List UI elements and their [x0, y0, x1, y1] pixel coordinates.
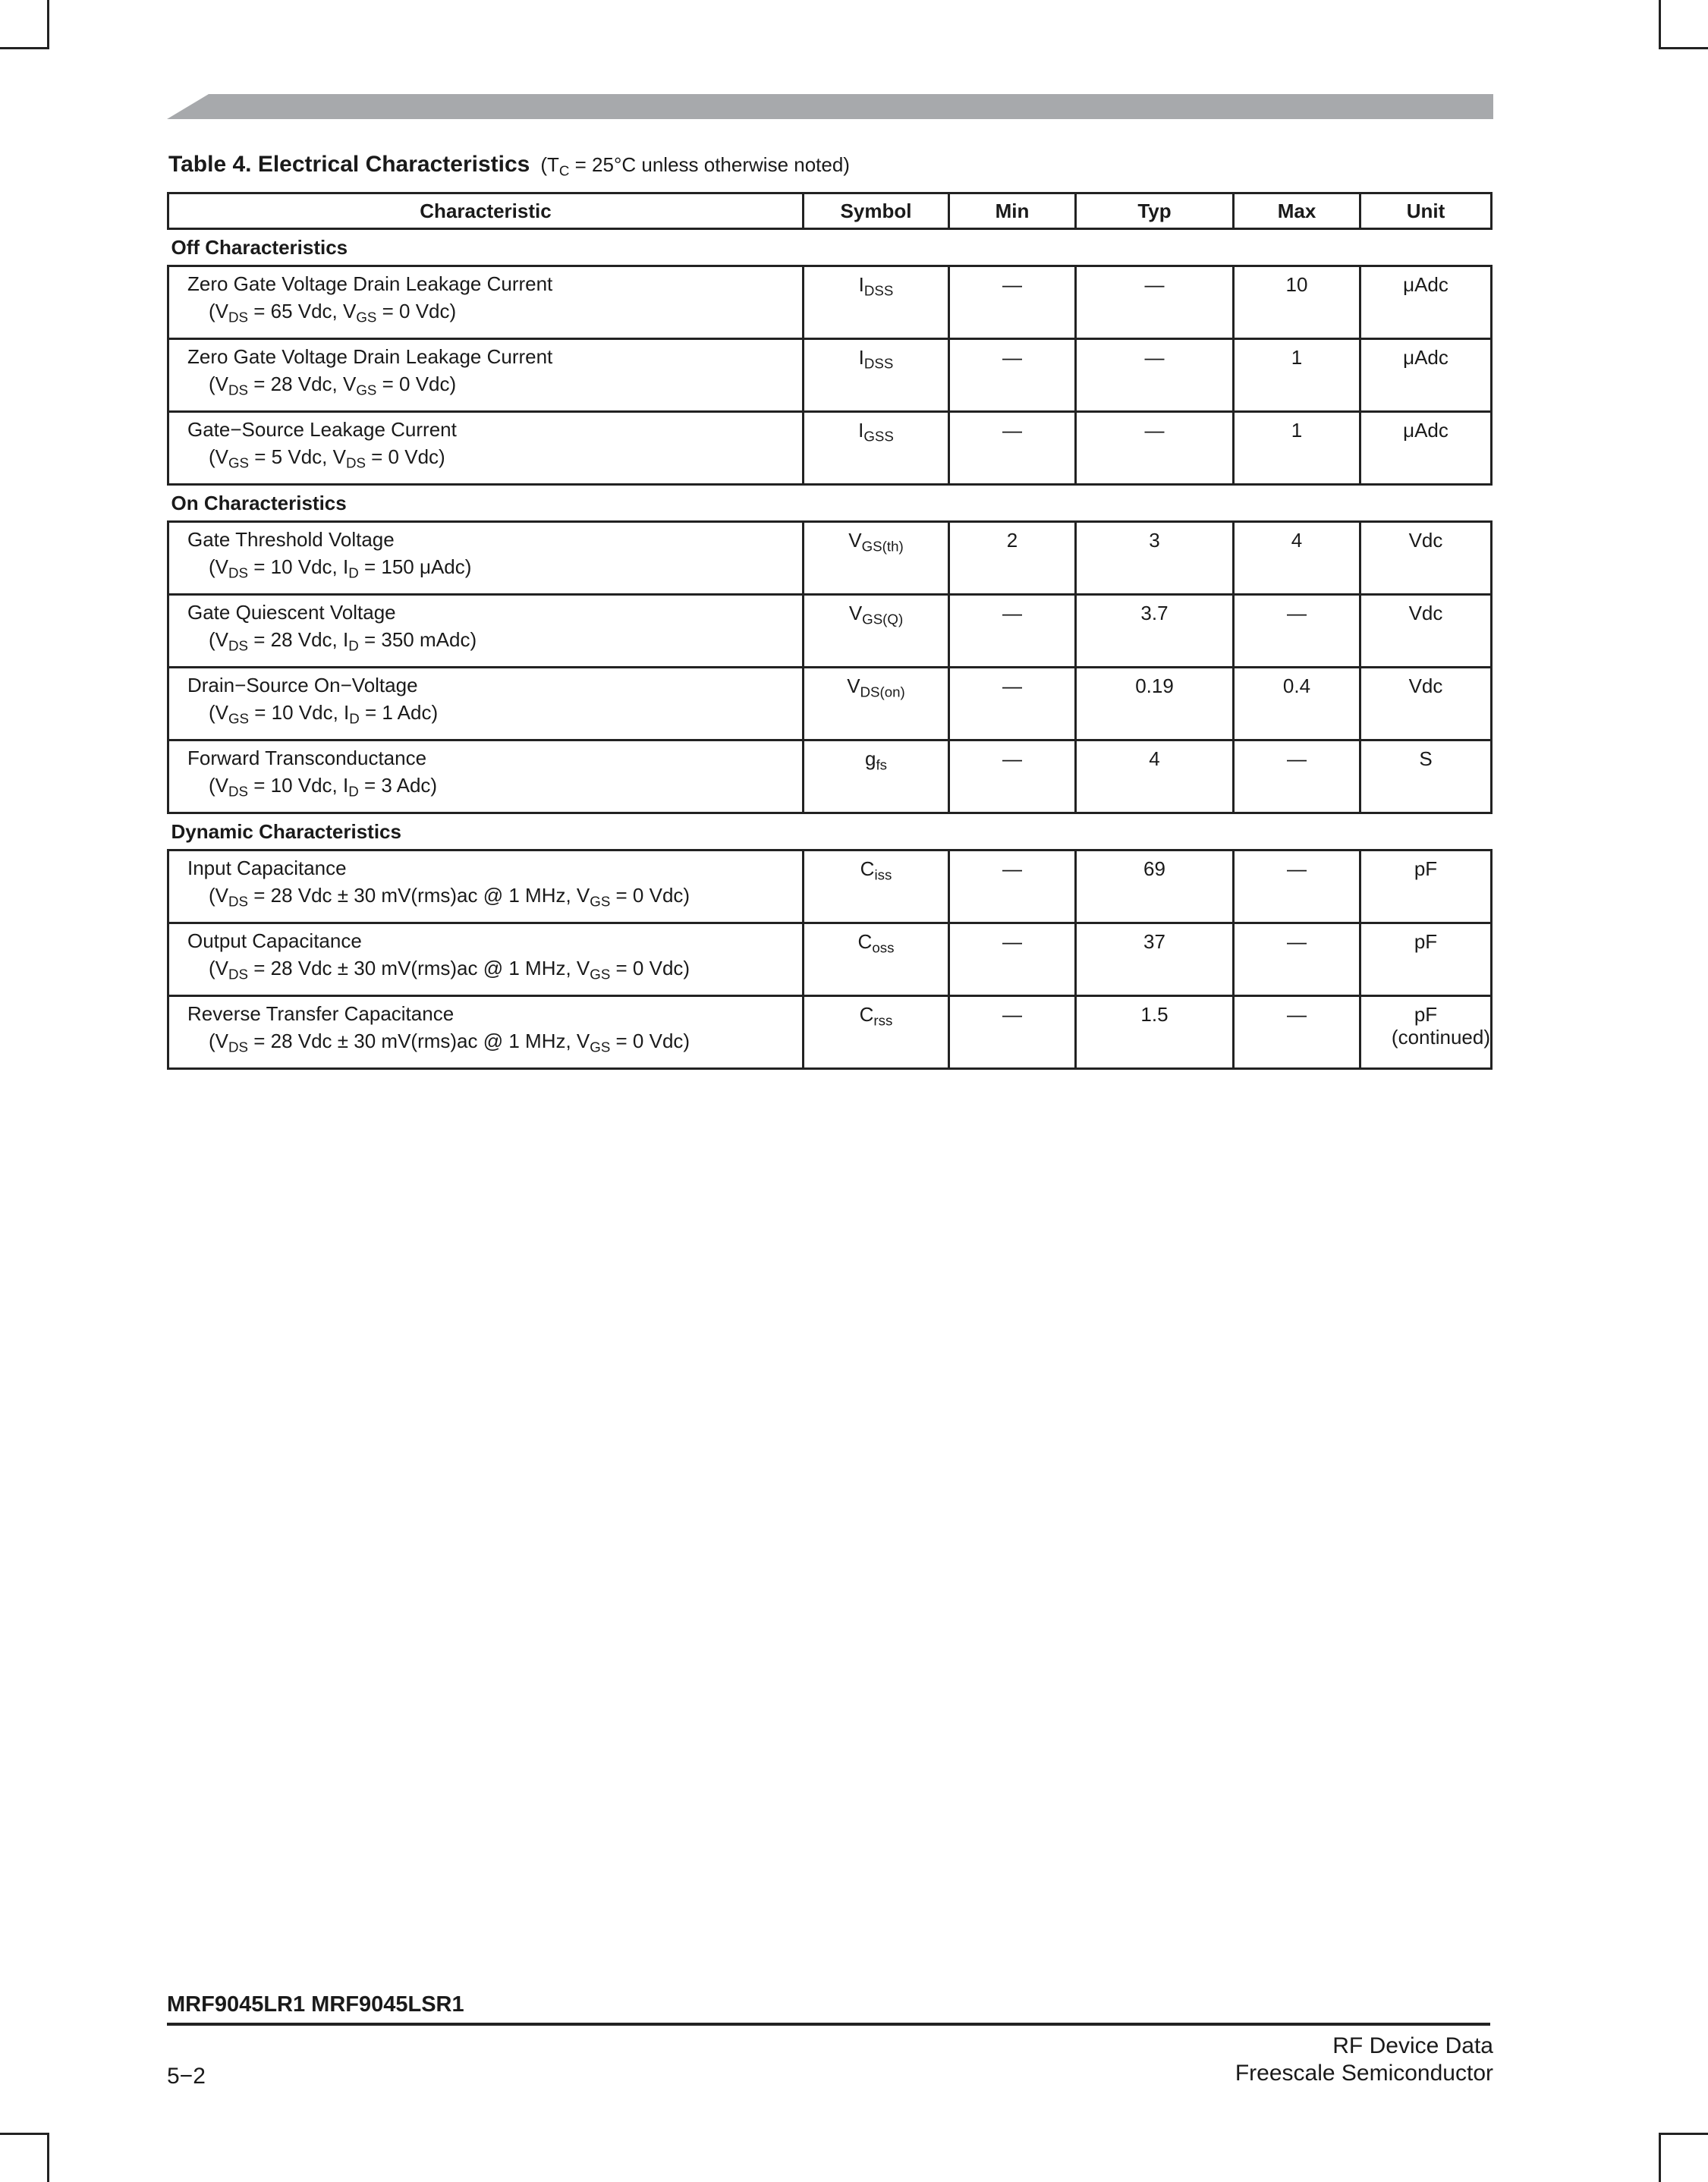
section-row	[168, 229, 1492, 266]
condition-part: = 5 Vdc, V	[249, 445, 346, 468]
test-conditions	[187, 772, 802, 799]
characteristic-name: Drain−Source On−Voltage	[187, 674, 418, 696]
symbol-main: I	[858, 346, 864, 369]
min-cell: 2	[949, 522, 1076, 595]
table-row	[168, 850, 1492, 923]
unit-cell: pF	[1360, 850, 1492, 923]
test-conditions	[187, 882, 802, 909]
condition-part: (V	[209, 555, 228, 578]
typ-cell: —	[1076, 412, 1234, 485]
condition-part: DS	[228, 783, 248, 800]
characteristic-name: Zero Gate Voltage Drain Leakage Current	[187, 272, 553, 295]
condition-part: DS	[228, 564, 248, 581]
characteristic-cell	[168, 850, 804, 923]
condition-part: = 65 Vdc, V	[247, 300, 357, 322]
header-characteristic: Characteristic	[168, 193, 804, 229]
unit-cell: Vdc	[1360, 522, 1492, 595]
condition-part: DS	[228, 966, 248, 983]
symbol-main: V	[848, 529, 862, 552]
section-row	[168, 813, 1492, 850]
max-cell: —	[1234, 740, 1360, 813]
characteristic-name: Reverse Transfer Capacitance	[187, 1002, 455, 1025]
footer-company: Freescale Semiconductor	[1235, 2061, 1493, 2086]
table-row	[168, 522, 1492, 595]
footer-doc-title: RF Device Data	[1332, 2033, 1493, 2058]
typ-cell: 69	[1076, 850, 1234, 923]
header-band	[167, 94, 1493, 119]
typ-cell: 1.5	[1076, 996, 1234, 1069]
condition-part: D	[348, 637, 359, 654]
typ-cell: —	[1076, 339, 1234, 412]
section-title: Dynamic Characteristics	[168, 813, 1492, 850]
symbol-main: C	[860, 857, 875, 880]
characteristic-name: Zero Gate Voltage Drain Leakage Current	[187, 345, 553, 368]
min-cell: —	[949, 668, 1076, 740]
condition-part: DS	[228, 309, 248, 325]
unit-cell: Vdc	[1360, 668, 1492, 740]
condition-part: = 10 Vdc, I	[247, 555, 349, 578]
test-conditions	[187, 370, 802, 398]
max-cell: —	[1234, 595, 1360, 668]
condition-part: = 150 μAdc)	[358, 555, 472, 578]
condition-part: = 10 Vdc, I	[249, 701, 350, 724]
condition-part: (V	[209, 373, 228, 395]
max-cell: 1	[1234, 339, 1360, 412]
condition-part: = 1 Adc)	[359, 701, 439, 724]
crop-mark-bottom-right	[1659, 2133, 1708, 2182]
table-row	[168, 740, 1492, 813]
condition-part: D	[349, 710, 360, 727]
condition-part: = 0 Vdc)	[376, 300, 457, 322]
test-conditions	[187, 443, 802, 470]
condition-part: = 350 mAdc)	[358, 628, 477, 651]
characteristic-cell	[168, 740, 804, 813]
typ-cell: 37	[1076, 923, 1234, 996]
condition-part: (V	[209, 628, 228, 651]
symbol-subscript: oss	[872, 939, 895, 956]
condition-part: (V	[209, 884, 228, 907]
test-conditions	[187, 1027, 802, 1055]
section-row	[168, 485, 1492, 522]
condition-part: GS	[356, 382, 377, 398]
min-cell: —	[949, 595, 1076, 668]
condition-part: = 28 Vdc, I	[247, 628, 349, 651]
crop-mark-bottom-left	[0, 2133, 49, 2182]
page-number: 5−2	[167, 2064, 206, 2089]
characteristic-cell	[168, 339, 804, 412]
condition-part: = 10 Vdc, I	[247, 774, 349, 797]
condition-part: DS	[228, 637, 248, 654]
max-cell: —	[1234, 996, 1360, 1069]
condition-part: D	[348, 564, 359, 581]
header-typ: Typ	[1076, 193, 1234, 229]
table-condition: ($T_C = 25^\circ C$ unless otherwise noted)	[540, 153, 850, 179]
symbol-cell	[804, 266, 949, 339]
symbol-subscript: DSS	[863, 282, 894, 299]
header-symbol: Symbol	[804, 193, 949, 229]
condition-part: = 28 Vdc ± 30 mV(rms)ac @ 1 MHz, V	[247, 1030, 590, 1052]
table-row	[168, 412, 1492, 485]
characteristic-name: Forward Transconductance	[187, 747, 427, 769]
symbol-subscript: GSS	[863, 428, 894, 445]
condition-part: GS	[590, 1039, 611, 1055]
table-caption	[168, 152, 850, 178]
section-title: Off Characteristics	[168, 229, 1492, 266]
test-conditions	[187, 699, 802, 726]
condition-part: = 3 Adc)	[358, 774, 438, 797]
condition-part: GS	[590, 893, 611, 910]
characteristic-name: Gate Quiescent Voltage	[187, 601, 396, 624]
typ-cell: —	[1076, 266, 1234, 339]
symbol-cell	[804, 522, 949, 595]
electrical-characteristics-table	[167, 192, 1490, 1070]
condition-part: DS	[228, 1039, 248, 1055]
condition-part: = 0 Vdc)	[365, 445, 445, 468]
condition-part: = 0 Vdc)	[610, 1030, 690, 1052]
test-conditions	[187, 553, 802, 580]
unit-cell: pF	[1360, 923, 1492, 996]
condition-part: (V	[209, 445, 228, 468]
symbol-main: C	[859, 1003, 874, 1026]
symbol-main: I	[858, 273, 864, 296]
unit-cell: μAdc	[1360, 339, 1492, 412]
condition-part: = 0 Vdc)	[610, 957, 690, 979]
symbol-main: V	[848, 602, 863, 624]
condition-part: = 28 Vdc ± 30 mV(rms)ac @ 1 MHz, V	[247, 884, 590, 907]
condition-part: DS	[228, 382, 248, 398]
symbol-main: V	[847, 674, 860, 697]
table-row	[168, 668, 1492, 740]
continued-note: (continued)	[1391, 1026, 1490, 1049]
min-cell: —	[949, 923, 1076, 996]
condition-part: = 28 Vdc ± 30 mV(rms)ac @ 1 MHz, V	[247, 957, 590, 979]
condition-part: DS	[345, 454, 366, 471]
max-cell: 10	[1234, 266, 1360, 339]
characteristic-cell	[168, 266, 804, 339]
header-min: Min	[949, 193, 1076, 229]
table-row	[168, 923, 1492, 996]
condition-part: GS	[228, 454, 250, 471]
unit-cell: Vdc	[1360, 595, 1492, 668]
symbol-cell	[804, 339, 949, 412]
symbol-cell	[804, 668, 949, 740]
unit-cell: μAdc	[1360, 266, 1492, 339]
symbol-subscript: GS(Q)	[862, 611, 904, 627]
min-cell: —	[949, 412, 1076, 485]
condition-part: = 28 Vdc, V	[247, 373, 357, 395]
symbol-cell	[804, 850, 949, 923]
unit-cell: S	[1360, 740, 1492, 813]
condition-part: (V	[209, 957, 228, 979]
condition-part: GS	[356, 309, 377, 325]
min-cell: —	[949, 740, 1076, 813]
max-cell: 4	[1234, 522, 1360, 595]
symbol-cell	[804, 923, 949, 996]
symbol-main: C	[857, 930, 873, 953]
symbol-subscript: DS(on)	[860, 684, 905, 700]
header-max: Max	[1234, 193, 1360, 229]
footer-rule	[167, 2023, 1490, 2026]
table-row	[168, 996, 1492, 1069]
symbol-cell	[804, 740, 949, 813]
symbol-subscript: GS(th)	[861, 538, 904, 555]
condition-part: (V	[209, 300, 228, 322]
symbol-cell	[804, 595, 949, 668]
crop-mark-top-right	[1659, 0, 1708, 49]
condition-part: = 0 Vdc)	[376, 373, 457, 395]
min-cell: —	[949, 850, 1076, 923]
typ-cell: 4	[1076, 740, 1234, 813]
typ-cell: 3	[1076, 522, 1234, 595]
crop-mark-top-left	[0, 0, 49, 49]
characteristic-name: Output Capacitance	[187, 929, 362, 952]
table-row	[168, 266, 1492, 339]
max-cell: —	[1234, 923, 1360, 996]
condition-part: (V	[209, 774, 228, 797]
characteristic-cell	[168, 923, 804, 996]
table-body	[168, 229, 1492, 1069]
condition-part: DS	[228, 893, 248, 910]
condition-part: GS	[590, 966, 611, 983]
table-row	[168, 339, 1492, 412]
symbol-cell	[804, 996, 949, 1069]
table-title: Table 4. Electrical Characteristics	[168, 152, 530, 177]
characteristic-name: Gate Threshold Voltage	[187, 528, 395, 551]
unit-cell: μAdc	[1360, 412, 1492, 485]
typ-cell: 0.19	[1076, 668, 1234, 740]
min-cell: —	[949, 266, 1076, 339]
max-cell: 0.4	[1234, 668, 1360, 740]
section-title: On Characteristics	[168, 485, 1492, 522]
characteristic-cell	[168, 522, 804, 595]
condition-part: (V	[209, 1030, 228, 1052]
part-numbers: MRF9045LR1 MRF9045LSR1	[167, 1992, 464, 2017]
characteristic-cell	[168, 412, 804, 485]
table-row	[168, 595, 1492, 668]
characteristic-cell	[168, 996, 804, 1069]
test-conditions	[187, 954, 802, 982]
characteristic-cell	[168, 595, 804, 668]
test-conditions	[187, 297, 802, 325]
symbol-cell	[804, 412, 949, 485]
symbol-main: I	[858, 419, 864, 442]
symbol-subscript: iss	[874, 866, 892, 883]
typ-cell: 3.7	[1076, 595, 1234, 668]
characteristic-name: Input Capacitance	[187, 857, 347, 879]
symbol-main: g	[864, 747, 876, 770]
min-cell: —	[949, 339, 1076, 412]
condition-part: (V	[209, 701, 228, 724]
symbol-subscript: fs	[876, 756, 888, 773]
characteristic-name: Gate−Source Leakage Current	[187, 418, 457, 441]
header-unit: Unit	[1360, 193, 1492, 229]
min-cell: —	[949, 996, 1076, 1069]
condition-part: D	[348, 783, 359, 800]
condition-part: GS	[228, 710, 250, 727]
symbol-subscript: DSS	[863, 355, 894, 372]
characteristic-cell	[168, 668, 804, 740]
unit-cell: pF	[1360, 996, 1492, 1069]
test-conditions	[187, 626, 802, 653]
condition-part: = 0 Vdc)	[610, 884, 690, 907]
max-cell: —	[1234, 850, 1360, 923]
table-header-row	[168, 193, 1492, 229]
max-cell: 1	[1234, 412, 1360, 485]
symbol-subscript: rss	[873, 1012, 893, 1029]
